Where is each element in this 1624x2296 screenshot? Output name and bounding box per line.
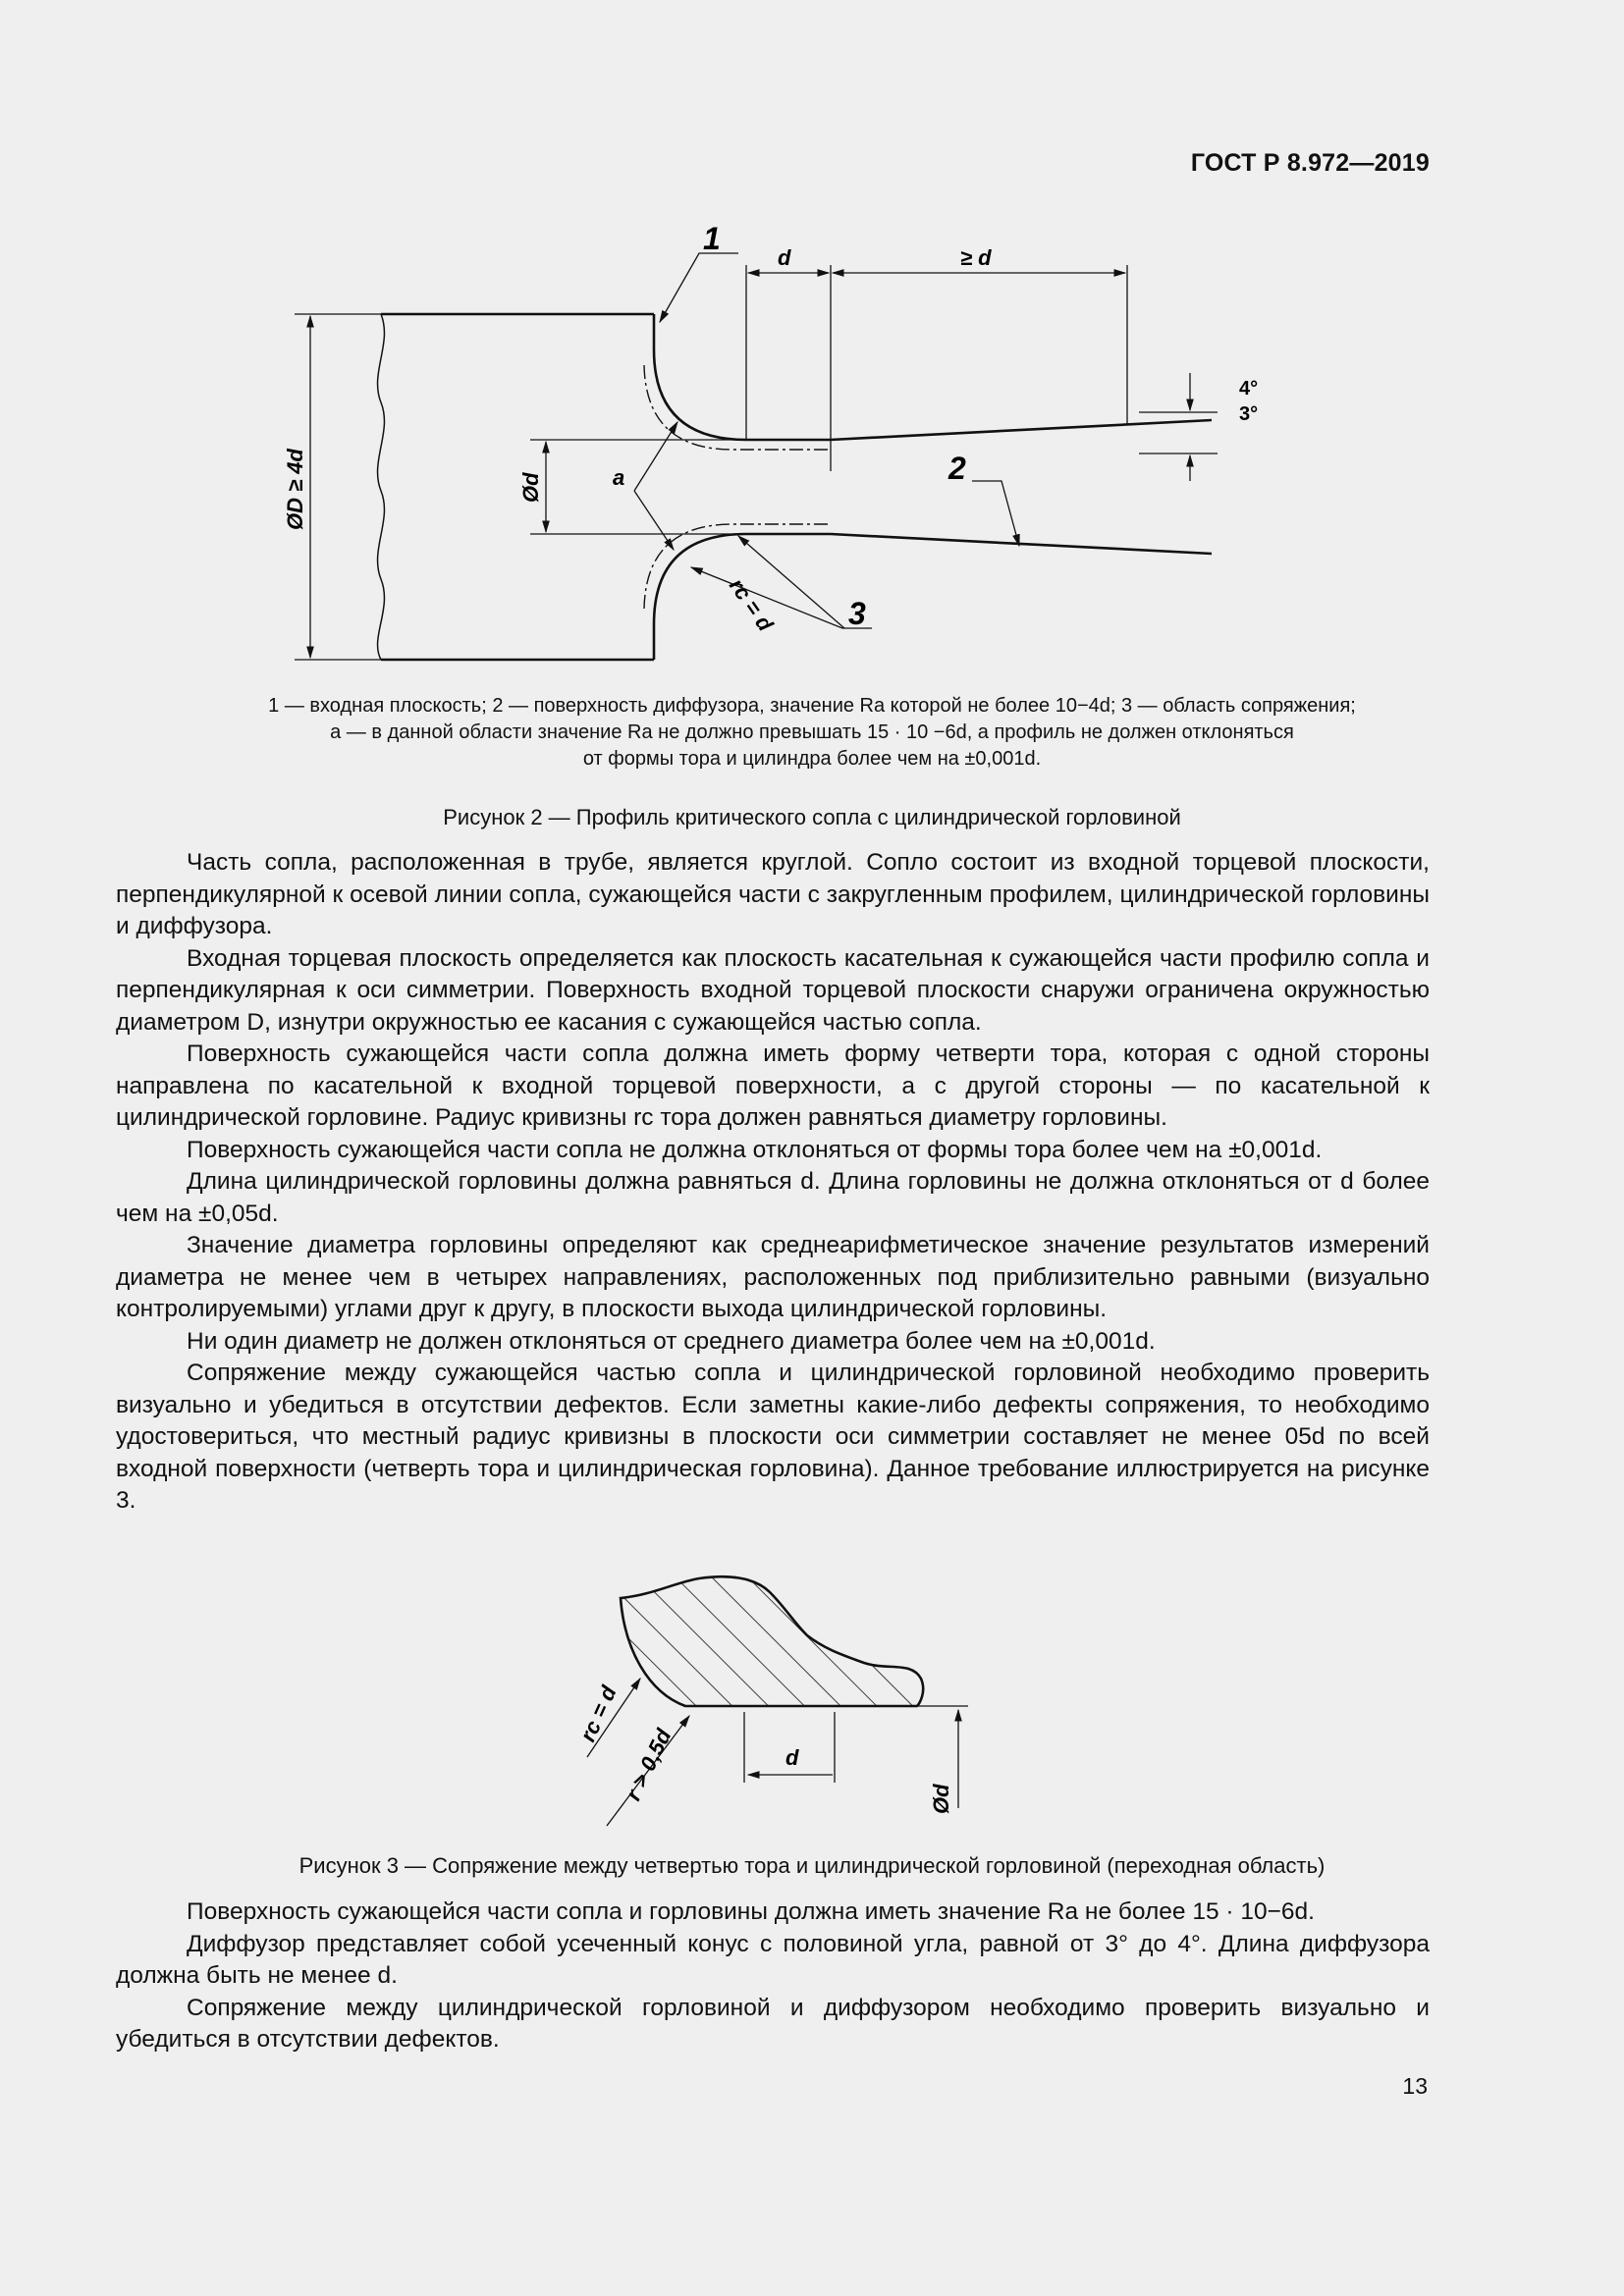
- callout-2: 2: [948, 451, 966, 486]
- convergent-bottom: [654, 534, 746, 624]
- angle-3: 3°: [1239, 403, 1259, 425]
- angle-4: 4°: [1239, 378, 1259, 400]
- legend-line-2: a — в данной области значение Ra не должно превышать 15 · 10 −6d, а профиль не должен отклоняться: [330, 721, 1294, 743]
- dimension-d: d: [785, 1745, 799, 1770]
- paragraph: Сопряжение между цилиндрической горловиной и диффузором необходимо проверить визуально и убедиться в отсутствии дефектов.: [116, 1994, 1430, 2053]
- callout-3: 3: [848, 596, 866, 631]
- body-text-section-2: [116, 1896, 1430, 2056]
- dimension-ge-d: ≥ d: [960, 245, 992, 270]
- paragraph: Часть сопла, расположенная в трубе, является круглой. Сопло состоит из входной торцевой плоскости, перпендикулярной к осевой линии сопла, сужающейся части с закругленным профилем, цилиндрической горловины и диффузора.: [116, 849, 1430, 939]
- document-id: ГОСТ Р 8.972—2019: [1190, 149, 1430, 177]
- dimension-outer-diameter: ØD ≥ 4d: [283, 449, 307, 530]
- body-break-line: [378, 314, 385, 660]
- page-number: 13: [1402, 2073, 1428, 2099]
- paragraph: Сопряжение между сужающейся частью сопла и цилиндрической горловиной необходимо проверить визуально и убедиться в отсутствии дефектов. Если заметны какие-либо дефекты сопряжения, то необходимо удостовериться, что местный радиус кривизны в плоскости оси симметрии составляет не менее 05d по всей входной поверхности (четверть тора и цилиндрическая горловина). Данное требование иллюстрируется на рисунке 3.: [116, 1360, 1430, 1514]
- figure-3-caption: Рисунок 3 — Сопряжение между четвертью тора и цилиндрической горловиной (переходная область): [298, 1853, 1326, 1878]
- paragraph: Ни один диаметр не должен отклоняться от среднего диаметра более чем на ±0,001d.: [187, 1327, 1156, 1355]
- paragraph: Входная торцевая плоскость определяется как плоскость касательная к сужающейся части профилю сопла и перпендикулярная к оси симметрии. Поверхность входной торцевой плоскости снаружи ограничена окружностью диаметром D, изнутри окружностью ее касания с сужающейся частью сопла.: [116, 944, 1430, 1036]
- paragraph: Значение диаметра горловины определяют как среднеарифметическое значение результатов измерений диаметра не менее чем в четырех направлениях, расположенных под приблизительно равными (визуально контролируемыми) углами друг к другу, в плоскости выхода цилиндрической горловины.: [116, 1232, 1430, 1322]
- paragraph: Длина цилиндрической горловины должна равняться d. Длина горловины не должна отклоняться от d более чем на ±0,05d.: [116, 1168, 1430, 1227]
- body-text-section-1: [116, 847, 1430, 1518]
- paragraph: Поверхность сужающейся части сопла не должна отклоняться от формы тора более чем на ±0,001d.: [187, 1136, 1323, 1163]
- radius-r-label: r > 0,5d: [621, 1725, 677, 1805]
- convergent-top: [654, 349, 746, 440]
- figure-2-caption: Рисунок 2 — Профиль критического сопла с цилиндрической горловиной: [443, 805, 1181, 829]
- radius-rc-label: rc = d: [574, 1682, 622, 1746]
- paragraph: Диффузор представляет собой усеченный конус с половиной угла, равной от 3° до 4°. Длина диффузора должна быть не менее d.: [116, 1930, 1430, 1989]
- dimension-d: d: [778, 245, 791, 270]
- hatched-section: [621, 1576, 923, 1706]
- legend-line-1: 1 — входная плоскость; 2 — поверхность диффузора, значение Ra которой не более 10−4d; 3 — область сопряжения;: [268, 695, 1356, 717]
- legend-line-3: от формы тора и цилиндра более чем на ±0,001d.: [582, 748, 1042, 770]
- radius-label: rc = d: [724, 573, 779, 636]
- paragraph: Поверхность сужающейся части сопла должна иметь форму четверти тора, которая с одной стороны направлена по касательной к входной торцевой поверхности, а с другой стороны — по касательной к цилиндрической горловине. Радиус кривизны rc тора должен равняться диаметру горловины.: [116, 1041, 1430, 1131]
- diffuser-bottom: [831, 534, 1212, 554]
- callout-a: a: [613, 465, 625, 490]
- figure-2-legend: [118, 693, 1506, 773]
- dimension-throat-diameter: Ød: [929, 1784, 953, 1814]
- callout-1: 1: [703, 226, 721, 256]
- figure-3-transition-region: [0, 1571, 1624, 1845]
- dimension-throat-diameter: Ød: [518, 472, 543, 503]
- diffuser-top: [831, 420, 1212, 440]
- paragraph: Поверхность сужающейся части сопла и горловины должна иметь значение Ra не более 15 · 10−6d.: [187, 1898, 1315, 1925]
- figure-2-nozzle-profile: [0, 226, 1624, 677]
